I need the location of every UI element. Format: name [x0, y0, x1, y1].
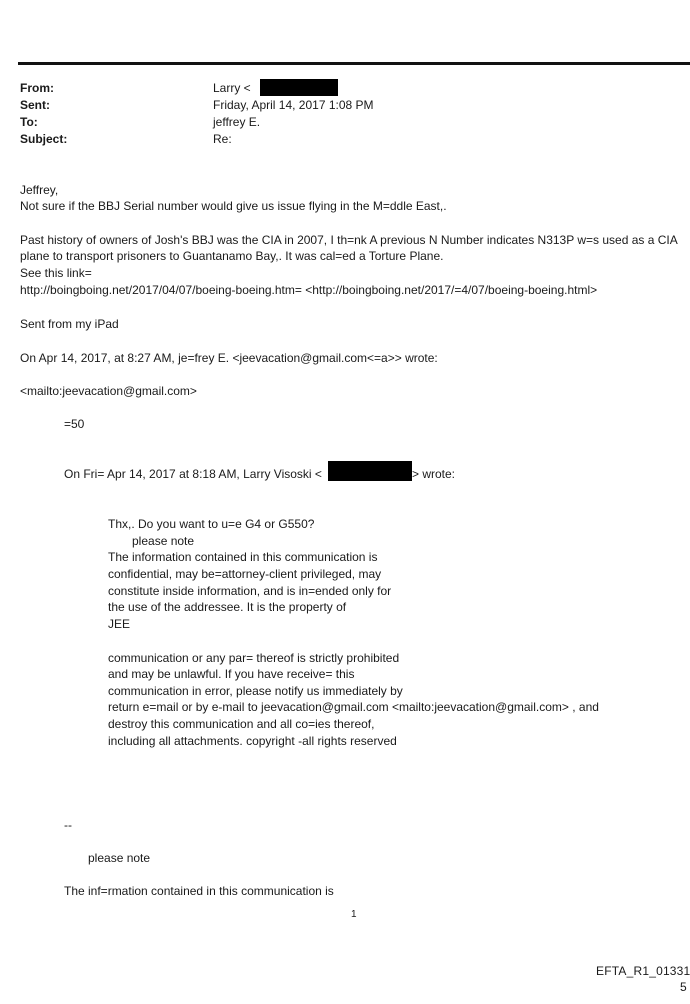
quoted-line: constitute inside information, and is in=ended only for: [108, 584, 392, 598]
sent-label: Sent:: [20, 98, 50, 112]
to-value: jeffrey E.: [213, 115, 261, 129]
quoted-line: Thx,. Do you want to u=e G4 or G550?: [108, 517, 315, 531]
quoted-line: please note: [88, 851, 151, 865]
quoted-value: =50: [64, 417, 85, 431]
greeting: Jeffrey,: [20, 183, 59, 197]
subject-label: Subject:: [20, 132, 68, 146]
page-number: 1: [351, 909, 357, 920]
quoted-line: communication in error, please notify us immediately by: [108, 684, 403, 698]
quoted-line: confidential, may be=attorney-client privileged, may: [108, 567, 382, 581]
from-label: From:: [20, 81, 54, 95]
header-rule: [18, 62, 690, 65]
quoted-line: and may be unlawful. If you have receive= this: [108, 667, 355, 681]
bates-number: EFTA_R1_01331: [596, 964, 690, 978]
quote-header: > wrote:: [412, 467, 456, 481]
quoted-line: the use of the addressee. It is the property of: [108, 600, 347, 614]
bates-tail: 5: [680, 980, 687, 994]
quoted-line: The inf=rmation contained in this communication is: [64, 884, 334, 898]
quoted-line: communication or any par= thereof is strictly prohibited: [108, 651, 400, 665]
link-line: http://boingboing.net/2017/04/07/boeing-boeing.htm= <http://boingboing.net/2017/=4/07/boeing-boeing.html>: [20, 283, 598, 297]
dashes: --: [64, 818, 72, 832]
quoted-line: return e=mail or by e-mail to jeevacation@gmail.com <mailto:jeevacation@gmail.com> , and: [108, 700, 599, 714]
to-label: To:: [20, 115, 38, 129]
body-line: Past history of owners of Josh's BBJ was the CIA in 2007, I th=nk A previous N Number indicates N313P w=s used as a CIA: [20, 233, 678, 247]
quoted-line: The information contained in this communication is: [108, 550, 378, 564]
redaction-box: [328, 461, 412, 481]
redaction-box: [260, 79, 338, 96]
quote-header: On Apr 14, 2017, at 8:27 AM, je=frey E. <jeevacation@gmail.com<=a>> wrote:: [20, 351, 438, 365]
from-value: Larry <: [213, 81, 251, 95]
signature: Sent from my iPad: [20, 317, 119, 331]
subject-value: Re:: [213, 132, 232, 146]
mailto-line: <mailto:jeevacation@gmail.com>: [20, 384, 197, 398]
quoted-line: including all attachments. copyright -all rights reserved: [108, 734, 397, 748]
quoted-line: destroy this communication and all co=ies thereof,: [108, 717, 375, 731]
body-line: See this link=: [20, 266, 92, 280]
quoted-line: please note: [132, 534, 195, 548]
quoted-line: JEE: [108, 617, 131, 631]
quote-header: On Fri= Apr 14, 2017 at 8:18 AM, Larry Visoski <: [64, 467, 322, 481]
body-line: Not sure if the BBJ Serial number would give us issue flying in the M=ddle East,.: [20, 199, 447, 213]
sent-value: Friday, April 14, 2017 1:08 PM: [213, 98, 374, 112]
body-line: plane to transport prisoners to Guantanamo Bay,. It was cal=ed a Torture Plane.: [20, 249, 444, 263]
